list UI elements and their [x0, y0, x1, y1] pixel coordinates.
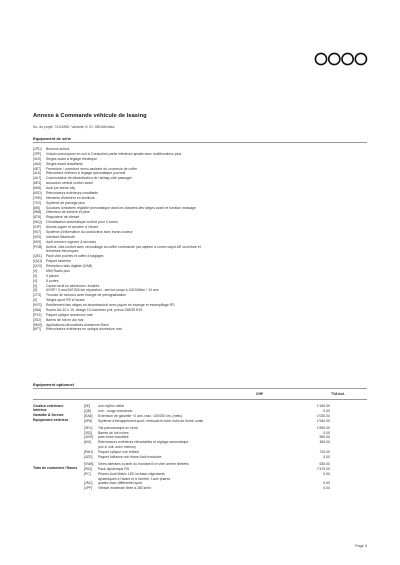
- option-description: 5 places: [46, 273, 59, 278]
- option-description: Antivol, clés confort avec verrouillage du coffre commandé par capteur à comm capot AR ouverture et: [46, 244, 201, 249]
- option-code: [1T3]: [33, 293, 41, 298]
- option-code: [X]: [33, 288, 38, 293]
- category-label: Intérieur: [33, 408, 47, 413]
- optional-equipment-heading: Equipement optionnel: [33, 382, 74, 387]
- option-code: [6XD]: [33, 190, 42, 195]
- option-description: Paquet brillance noir titane Audi exclusive: [98, 454, 162, 459]
- option-description: Barres de toit noires: [98, 430, 129, 435]
- option-code: [0P6]: [84, 418, 93, 423]
- column-header-chf: CHF: [256, 392, 263, 396]
- option-code: [3L5]: [33, 156, 41, 161]
- option-description: Rétroviseurs extérieurs rétractables et réglage automatique: [98, 440, 189, 445]
- option-code: [3S2]: [84, 430, 93, 435]
- price-chf: 7'470.00: [316, 466, 330, 471]
- option-code: [4A3]: [33, 161, 42, 166]
- option-description: Boulons antivol: [46, 147, 70, 151]
- option-description: Sièges avant à réglage électrique: [46, 156, 98, 161]
- price-chf: 630.00: [319, 462, 330, 467]
- option-description: Roues Alu 10 x 19, design 10-branches poli, pneus 265/35 R19: [46, 307, 143, 312]
- option-description: Volant contourpsort en cuir à 3 branches partie inférieure aplatie avec multifonctions plus: [46, 151, 182, 156]
- option-code: [7HB]: [33, 195, 42, 200]
- option-description: Solutions lombaires réglable pneumatique dans les dossiers des sièges avant et fonction massage: [46, 205, 197, 210]
- option-code: [4E7]: [33, 166, 42, 171]
- option-code: [1PF]: [84, 486, 93, 491]
- option-description: Détecteur de lumière et pluie: [46, 210, 90, 215]
- option-code: [4U7]: [33, 176, 42, 181]
- option-description: pare-brise chauffant: [98, 435, 129, 440]
- option-description: Rétroviseurs extérieurs chauffants: [46, 190, 99, 195]
- option-code: [0E]: [84, 404, 91, 408]
- option-code: [6E3]: [33, 181, 42, 186]
- column-header-tva: TVA incl.: [331, 392, 346, 396]
- option-code: [PX2]: [33, 312, 42, 317]
- option-description: Barres de toit en alu mat: [46, 317, 84, 322]
- option-code: [QB]: [84, 408, 91, 413]
- option-code: [2PF]: [33, 151, 42, 156]
- project-meta: No. du projet: 74126552, Variante: 8, ID: DBGdHzdsta: [33, 125, 115, 129]
- option-description: Pack dynamique RS: [98, 466, 130, 471]
- price-tva: [330, 455, 367, 460]
- option-description: Extension de garantie +2 ans, max. 100'000 km, (netto): [98, 413, 183, 418]
- standard-equipment-list: [33, 147, 363, 332]
- option-description: Réception radio digitale (DAB): [46, 264, 93, 268]
- option-code: [QE1]: [33, 254, 42, 259]
- category-label: Train de roulement / Roues: [33, 466, 78, 471]
- option-code: [EA8]: [84, 413, 93, 418]
- option-code: [PA2]: [84, 466, 93, 471]
- section-divider: [33, 388, 367, 389]
- option-description: fermeture électriques: [46, 249, 79, 254]
- option-description: Paquet optique aluminium mat: [46, 312, 93, 317]
- price-chf: 1'540.00: [316, 418, 330, 423]
- option-description: noir - rouge crescendo: [98, 408, 133, 413]
- option-code: [6FT]: [33, 327, 42, 332]
- option-code: [PGB]: [33, 244, 43, 249]
- option-code: [VW8]: [84, 462, 94, 467]
- price-chf: 0.00: [323, 481, 330, 486]
- option-code: [9S7]: [33, 229, 42, 234]
- category-label: Couleur extérieure: [33, 403, 64, 408]
- option-code: [8N6]: [33, 210, 42, 215]
- option-description: dynamiques à l'avant et à l'arrière, Lave-phares: [98, 476, 171, 481]
- option-description: MMI Radio plus: [46, 268, 70, 273]
- price-chf: 1'890.00: [316, 425, 330, 430]
- list-item: [33, 327, 363, 332]
- option-code: [8T6]: [33, 215, 41, 220]
- option-description: Interface Bluetooth: [46, 234, 75, 239]
- option-description: jour & nuit, avec memory: [98, 445, 137, 450]
- price-chf: 450.00: [319, 440, 330, 445]
- option-description: Climatisation automatique confort pour 3 zones: [46, 220, 118, 225]
- table-row: [33, 455, 367, 460]
- option-code: [9ZX]: [33, 234, 42, 239]
- option-description: Applications décoratives aluminium Race: [46, 322, 109, 327]
- option-code: [45A]: [33, 307, 42, 312]
- option-code: [9AQ]: [33, 220, 42, 225]
- option-description: Allume-cigare et cendrier à l'avant: [46, 225, 98, 229]
- option-code: [QV3]: [33, 264, 42, 268]
- option-description: Paquet optique noir brillant: [98, 449, 139, 454]
- option-description: ASSP+ 3 ans/100'000 km réparation - service puspi à 100'000km / 10 ans: [46, 288, 159, 293]
- price-chf: 720.00: [319, 449, 330, 454]
- option-description: Sièges avant chauffants: [46, 161, 83, 166]
- option-code: [X]: [33, 298, 38, 303]
- category-label: [33, 486, 84, 491]
- table-row: [33, 419, 367, 424]
- option-description: Audi pre sense city: [46, 186, 76, 190]
- option-description: Audi connect urgence & services: [46, 239, 97, 244]
- option-code: [X]: [33, 273, 38, 278]
- option-description: noir mythic métal: [98, 404, 124, 408]
- option-code: [3FU]: [84, 425, 93, 430]
- option-code: [7X2]: [33, 200, 42, 205]
- price-chf: 0.00: [323, 408, 330, 413]
- option-description: Vitres latérales à partir du montant B et vitre arrière teintées: [98, 462, 189, 467]
- audi-rings-logo: [313, 52, 369, 66]
- option-code: [6XI]: [84, 440, 92, 445]
- option-code: [IW3]: [33, 239, 42, 244]
- page-number: Page 3: [354, 544, 367, 548]
- option-description: éléments d'intérieur en similicuir: [46, 195, 95, 200]
- option-description: Régulateur de vitesse: [46, 215, 80, 220]
- price-chf: 550.00: [319, 435, 330, 440]
- price-chf: 0.00: [323, 486, 330, 491]
- option-description: Rétroviseurs extérieurs en optique aluminium mat: [46, 327, 122, 332]
- price-tva: [330, 486, 367, 491]
- option-description: Rétroviseur intérieur à réglage automatique jour/nuit: [46, 171, 126, 176]
- option-description: Toit panoramique en verre: [98, 425, 138, 430]
- option-code: [4GR]: [84, 435, 93, 440]
- category-label: Garantie & Service: [33, 413, 64, 418]
- standard-equipment-heading: Equipement de série: [33, 136, 72, 141]
- option-code: [6K8]: [33, 186, 42, 190]
- price-chf: 1'030.00: [316, 413, 330, 418]
- option-code: [QQ1]: [33, 259, 43, 264]
- option-description: Vitesse maximale fixée à 280 km/h: [98, 486, 152, 491]
- optional-equipment-list: [33, 404, 367, 491]
- option-code: [X]: [33, 283, 38, 288]
- option-description: Revêtement des sièges en alcantara/cuir avec piqûre en losange et estampillage RS: [46, 303, 175, 307]
- category-label: [33, 455, 84, 460]
- option-description: Système d'échappement sport, embouts tri-tube noirs de forme ovale: [98, 418, 204, 423]
- category-label: Equipement extérieur: [33, 418, 69, 423]
- price-chf: 0.00: [323, 430, 330, 435]
- option-code: [X]: [33, 268, 38, 273]
- option-description: quattro avec différentiel sport: [98, 481, 143, 486]
- option-description: Système d'information du conducteur avec écran couleur: [46, 229, 133, 234]
- option-description: Paquet lumières: [46, 259, 71, 264]
- option-code: [2MJ]: [84, 481, 93, 486]
- price-chf: 1'160.00: [316, 404, 330, 408]
- option-code: [PAH]: [84, 449, 93, 454]
- option-description: accoudoir central confort avant: [46, 181, 94, 186]
- option-description: Cache-seuil en aluminium, éclairés: [46, 283, 100, 288]
- section-divider: [33, 399, 367, 400]
- price-tva: [330, 419, 367, 424]
- price-chf: 0.00: [323, 454, 330, 459]
- option-code: [5MG]: [33, 322, 43, 327]
- option-code: [4ZD]: [84, 454, 93, 459]
- option-code: [X]: [33, 278, 38, 283]
- option-description: Pack vide-poches et coffre à bagages: [46, 254, 104, 259]
- option-code: [PC]: [84, 471, 91, 476]
- option-code: [9JP]: [33, 225, 41, 229]
- option-code: [4L6]: [33, 171, 41, 176]
- option-description: Commutateur de désactivation de l'airbag côté passager: [46, 176, 132, 181]
- document-title: Annexe à Commande véhicule de leasing: [33, 113, 147, 119]
- option-code: [8I6]: [33, 205, 40, 210]
- option-description: Fermeture / ouverture servo-assistée du couvercle de coffre: [46, 166, 138, 171]
- option-description: Sièges sport RS à l'avant: [46, 298, 85, 303]
- option-description: 5 portes: [46, 278, 59, 283]
- section-divider: [33, 142, 367, 143]
- option-description: Trousse de secours avec triangle de présignalisation: [46, 293, 127, 298]
- table-row: [33, 486, 367, 491]
- price-chf: 0.00: [323, 471, 330, 476]
- option-code: [N7S]: [33, 303, 42, 307]
- option-code: [3S2]: [33, 317, 42, 322]
- option-description: Système de parcage plus: [46, 200, 85, 205]
- option-code: [1PD]: [33, 147, 42, 151]
- option-description: Phares Audi Matrix LED incluant clignotants: [98, 471, 165, 476]
